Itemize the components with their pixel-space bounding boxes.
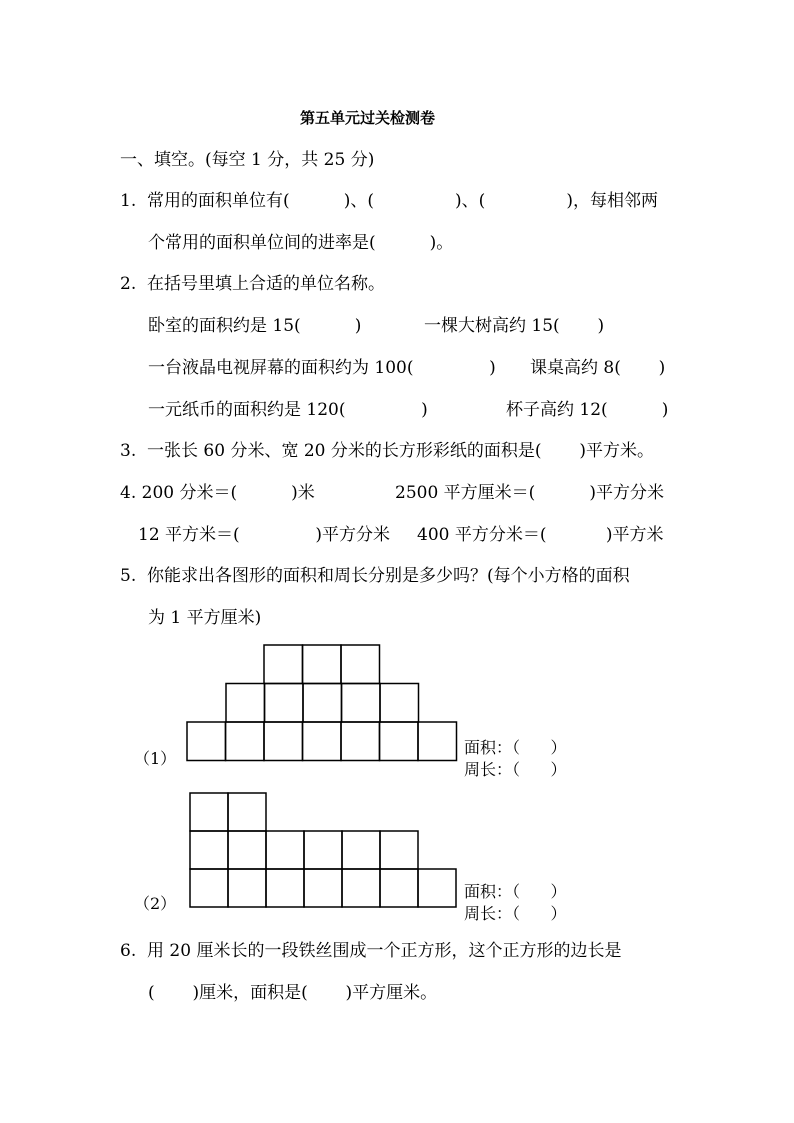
grid-cell [265, 684, 304, 723]
question-3: 3. 一张长 60 分米、宽 20 分米的长方形彩纸的面积是( )平方米。 [120, 441, 654, 461]
question-2-item-banknote: 一元纸币的面积约是 120( ) [148, 400, 428, 420]
question-4-a: 4. 200 分米＝( )米 [120, 483, 315, 503]
question-6-line-1: 6. 用 20 厘米长的一段铁丝围成一个正方形，这个正方形的边长是 [120, 941, 622, 961]
question-5-line-1: 5. 你能求出各图形的面积和周长分别是多少吗？(每个小方格的面积 [120, 566, 630, 586]
question-6-line-2: ( )厘米，面积是( )平方厘米。 [148, 983, 438, 1003]
question-4-b: 2500 平方厘米＝( )平方分米 [395, 483, 664, 503]
grid-cell [303, 645, 342, 684]
grid-cell [341, 722, 380, 761]
question-4-d: 400 平方分米＝( )平方米 [417, 525, 664, 545]
question-2-intro: 2. 在括号里填上合适的单位名称。 [120, 274, 386, 294]
grid-cell [342, 831, 380, 869]
grid-cell [190, 869, 228, 907]
grid-cell [228, 793, 266, 831]
grid-cell [264, 645, 303, 684]
grid-cell [226, 684, 265, 723]
question-2-item-tree: 一棵大树高约 15( ) [424, 316, 605, 336]
grid-cell [264, 722, 303, 761]
page-title: 第五单元过关检测卷 [300, 109, 436, 127]
grid-cell [380, 831, 418, 869]
section-heading: 一、填空。(每空 1 分，共 25 分) [120, 150, 375, 170]
question-2-item-tv: 一台液晶电视屏幕的面积约为 100( ) [148, 358, 496, 378]
figure-2-label: （2） [134, 894, 177, 913]
grid-cell [187, 722, 226, 761]
grid-cell [342, 869, 380, 907]
grid-cell [228, 831, 266, 869]
grid-cell [418, 722, 457, 761]
grid-cell [342, 684, 381, 723]
grid-cell [418, 869, 456, 907]
figure-2-grid [190, 793, 456, 907]
question-2-item-cup: 杯子高约 12( ) [506, 400, 669, 420]
grid-cell [380, 722, 419, 761]
question-4-c: 12 平方米＝( )平方分米 [138, 525, 390, 545]
question-2-item-desk: 课桌高约 8( ) [530, 358, 666, 378]
grid-cell [190, 831, 228, 869]
grid-cell [226, 722, 265, 761]
grid-cell [266, 869, 304, 907]
figure-2-perimeter-blank: 周长：（ ） [464, 904, 567, 923]
question-1-line-2: 个常用的面积单位间的进率是( )。 [148, 233, 454, 253]
grid-cell [380, 684, 419, 723]
grid-cell [304, 869, 342, 907]
grid-cell [303, 722, 342, 761]
grid-cell [190, 793, 228, 831]
grid-cell [266, 831, 304, 869]
figure-1-label: （1） [134, 749, 177, 768]
question-5-line-2: 为 1 平方厘米) [148, 608, 262, 628]
grid-cell [380, 869, 418, 907]
grid-cell [228, 869, 266, 907]
grid-cell [303, 684, 342, 723]
figure-2-area-blank: 面积：（ ） [464, 882, 567, 901]
figure-1-perimeter-blank: 周长：（ ） [464, 760, 567, 779]
question-1-line-1: 1. 常用的面积单位有( )、( )、( )，每相邻两 [120, 191, 658, 211]
grid-cell [304, 831, 342, 869]
figure-1-area-blank: 面积：（ ） [464, 738, 567, 757]
question-2-item-bedroom: 卧室的面积约是 15( ) [148, 316, 362, 336]
grid-cell [341, 645, 380, 684]
